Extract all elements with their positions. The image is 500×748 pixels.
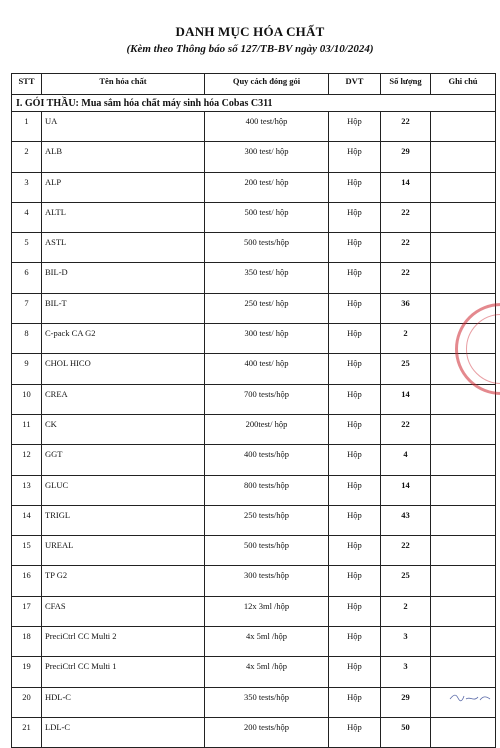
row-name: ALP bbox=[42, 172, 205, 202]
row-unit: Hộp bbox=[329, 172, 381, 202]
row-stt: 1 bbox=[12, 112, 42, 142]
table-row bbox=[12, 172, 496, 202]
table-row bbox=[12, 324, 496, 354]
table-row bbox=[12, 293, 496, 323]
row-unit: Hộp bbox=[329, 233, 381, 263]
row-qty: 3 bbox=[381, 627, 431, 657]
row-spec: 400 test/hộp bbox=[205, 112, 329, 142]
row-spec: 12x 3ml /hộp bbox=[205, 596, 329, 626]
row-note bbox=[431, 445, 496, 475]
row-name: PreciCtrl CC Multi 1 bbox=[42, 657, 205, 687]
row-name: ASTL bbox=[42, 233, 205, 263]
table-header-row bbox=[12, 74, 496, 95]
row-spec: 350 tests/hộp bbox=[205, 687, 329, 717]
row-spec: 200test/ hộp bbox=[205, 414, 329, 444]
row-stt: 13 bbox=[12, 475, 42, 505]
row-unit: Hộp bbox=[329, 536, 381, 566]
table-row bbox=[12, 657, 496, 687]
table-row bbox=[12, 687, 496, 717]
row-name: ALTL bbox=[42, 202, 205, 232]
row-unit: Hộp bbox=[329, 627, 381, 657]
row-note bbox=[431, 263, 496, 293]
row-name: CFAS bbox=[42, 596, 205, 626]
header-spec: Quy cách đóng gói bbox=[205, 74, 329, 95]
row-spec: 500 tests/hộp bbox=[205, 536, 329, 566]
row-qty: 22 bbox=[381, 414, 431, 444]
document-subtitle: (Kèm theo Thông báo số 127/TB-BV ngày 03/10/2024) bbox=[126, 43, 374, 55]
row-stt: 20 bbox=[12, 687, 42, 717]
row-name: BIL-T bbox=[42, 293, 205, 323]
table-row bbox=[12, 505, 496, 535]
row-stt: 18 bbox=[12, 627, 42, 657]
row-stt: 16 bbox=[12, 566, 42, 596]
row-qty: 29 bbox=[381, 142, 431, 172]
row-unit: Hộp bbox=[329, 566, 381, 596]
row-spec: 300 test/ hộp bbox=[205, 142, 329, 172]
row-spec: 400 tests/hộp bbox=[205, 445, 329, 475]
row-unit: Hộp bbox=[329, 142, 381, 172]
row-name: BIL-D bbox=[42, 263, 205, 293]
row-qty: 2 bbox=[381, 596, 431, 626]
row-name: CK bbox=[42, 414, 205, 444]
row-stt: 14 bbox=[12, 505, 42, 535]
row-qty: 14 bbox=[381, 172, 431, 202]
row-note bbox=[431, 536, 496, 566]
row-spec: 200 test/ hộp bbox=[205, 172, 329, 202]
row-name: UREAL bbox=[42, 536, 205, 566]
row-unit: Hộp bbox=[329, 112, 381, 142]
row-stt: 8 bbox=[12, 324, 42, 354]
row-note bbox=[431, 202, 496, 232]
row-note bbox=[431, 475, 496, 505]
row-stt: 10 bbox=[12, 384, 42, 414]
row-spec: 300 tests/hộp bbox=[205, 566, 329, 596]
row-unit: Hộp bbox=[329, 324, 381, 354]
row-qty: 29 bbox=[381, 687, 431, 717]
row-unit: Hộp bbox=[329, 717, 381, 747]
row-qty: 22 bbox=[381, 233, 431, 263]
row-unit: Hộp bbox=[329, 414, 381, 444]
row-qty: 3 bbox=[381, 657, 431, 687]
row-spec: 350 test/ hộp bbox=[205, 263, 329, 293]
initials-signature-icon bbox=[448, 690, 492, 704]
table-row bbox=[12, 566, 496, 596]
row-note bbox=[431, 414, 496, 444]
row-note bbox=[431, 627, 496, 657]
row-qty: 22 bbox=[381, 536, 431, 566]
row-note bbox=[431, 505, 496, 535]
table-body bbox=[12, 112, 496, 748]
table-row bbox=[12, 202, 496, 232]
row-unit: Hộp bbox=[329, 202, 381, 232]
row-spec: 250 tests/hộp bbox=[205, 505, 329, 535]
row-spec: 4x 5ml /hộp bbox=[205, 657, 329, 687]
row-stt: 5 bbox=[12, 233, 42, 263]
row-name: ALB bbox=[42, 142, 205, 172]
row-spec: 500 test/ hộp bbox=[205, 202, 329, 232]
row-qty: 14 bbox=[381, 384, 431, 414]
row-note bbox=[431, 657, 496, 687]
row-stt: 6 bbox=[12, 263, 42, 293]
row-note bbox=[431, 233, 496, 263]
row-qty: 22 bbox=[381, 263, 431, 293]
row-unit: Hộp bbox=[329, 596, 381, 626]
row-name: TP G2 bbox=[42, 566, 205, 596]
table-row bbox=[12, 596, 496, 626]
row-spec: 500 tests/hộp bbox=[205, 233, 329, 263]
table-row bbox=[12, 112, 496, 142]
section-heading: I. GÓI THẦU: Mua sắm hóa chất máy sinh hóa Cobas C311 bbox=[12, 95, 496, 112]
row-unit: Hộp bbox=[329, 505, 381, 535]
row-spec: 4x 5ml /hộp bbox=[205, 627, 329, 657]
row-spec: 700 tests/hộp bbox=[205, 384, 329, 414]
row-note bbox=[431, 596, 496, 626]
row-name: UA bbox=[42, 112, 205, 142]
row-stt: 11 bbox=[12, 414, 42, 444]
row-unit: Hộp bbox=[329, 687, 381, 717]
row-unit: Hộp bbox=[329, 657, 381, 687]
table-row bbox=[12, 384, 496, 414]
row-qty: 25 bbox=[381, 354, 431, 384]
table-row bbox=[12, 717, 496, 747]
row-spec: 300 test/ hộp bbox=[205, 324, 329, 354]
row-spec: 200 tests/hộp bbox=[205, 717, 329, 747]
row-qty: 22 bbox=[381, 202, 431, 232]
table-row bbox=[12, 627, 496, 657]
row-spec: 400 test/ hộp bbox=[205, 354, 329, 384]
table-row bbox=[12, 354, 496, 384]
row-name: LDL-C bbox=[42, 717, 205, 747]
row-qty: 43 bbox=[381, 505, 431, 535]
row-unit: Hộp bbox=[329, 445, 381, 475]
row-unit: Hộp bbox=[329, 384, 381, 414]
table-row bbox=[12, 263, 496, 293]
row-stt: 17 bbox=[12, 596, 42, 626]
row-name: TRIGL bbox=[42, 505, 205, 535]
header-stt: STT bbox=[12, 74, 42, 95]
row-name: HDL-C bbox=[42, 687, 205, 717]
row-stt: 15 bbox=[12, 536, 42, 566]
row-stt: 2 bbox=[12, 142, 42, 172]
row-stt: 4 bbox=[12, 202, 42, 232]
row-unit: Hộp bbox=[329, 475, 381, 505]
document-title: DANH MỤC HÓA CHẤT bbox=[175, 24, 325, 39]
row-qty: 36 bbox=[381, 293, 431, 323]
table-row bbox=[12, 233, 496, 263]
row-name: C-pack CA G2 bbox=[42, 324, 205, 354]
row-note bbox=[431, 112, 496, 142]
row-stt: 7 bbox=[12, 293, 42, 323]
row-note bbox=[431, 142, 496, 172]
row-qty: 14 bbox=[381, 475, 431, 505]
row-note bbox=[431, 566, 496, 596]
table-row bbox=[12, 142, 496, 172]
table-row bbox=[12, 445, 496, 475]
row-name: GGT bbox=[42, 445, 205, 475]
row-qty: 2 bbox=[381, 324, 431, 354]
row-qty: 4 bbox=[381, 445, 431, 475]
row-unit: Hộp bbox=[329, 354, 381, 384]
table-row bbox=[12, 414, 496, 444]
header-qty: Số lượng bbox=[381, 74, 431, 95]
header-note: Ghi chú bbox=[431, 74, 496, 95]
row-qty: 50 bbox=[381, 717, 431, 747]
header-unit: DVT bbox=[329, 74, 381, 95]
table-row bbox=[12, 536, 496, 566]
row-qty: 25 bbox=[381, 566, 431, 596]
row-stt: 19 bbox=[12, 657, 42, 687]
row-note bbox=[431, 717, 496, 747]
row-unit: Hộp bbox=[329, 293, 381, 323]
table-row bbox=[12, 475, 496, 505]
row-stt: 9 bbox=[12, 354, 42, 384]
row-note bbox=[431, 172, 496, 202]
row-spec: 800 tests/hộp bbox=[205, 475, 329, 505]
row-unit: Hộp bbox=[329, 263, 381, 293]
row-qty: 22 bbox=[381, 112, 431, 142]
row-name: PreciCtrl CC Multi 2 bbox=[42, 627, 205, 657]
row-stt: 21 bbox=[12, 717, 42, 747]
row-name: CREA bbox=[42, 384, 205, 414]
row-stt: 12 bbox=[12, 445, 42, 475]
row-name: CHOL HICO bbox=[42, 354, 205, 384]
header-name: Tên hóa chất bbox=[42, 74, 205, 95]
red-seal-inner-ring bbox=[466, 314, 500, 384]
row-stt: 3 bbox=[12, 172, 42, 202]
row-spec: 250 test/ hộp bbox=[205, 293, 329, 323]
chemical-list-table bbox=[11, 73, 496, 748]
section-row bbox=[12, 95, 496, 112]
row-name: GLUC bbox=[42, 475, 205, 505]
